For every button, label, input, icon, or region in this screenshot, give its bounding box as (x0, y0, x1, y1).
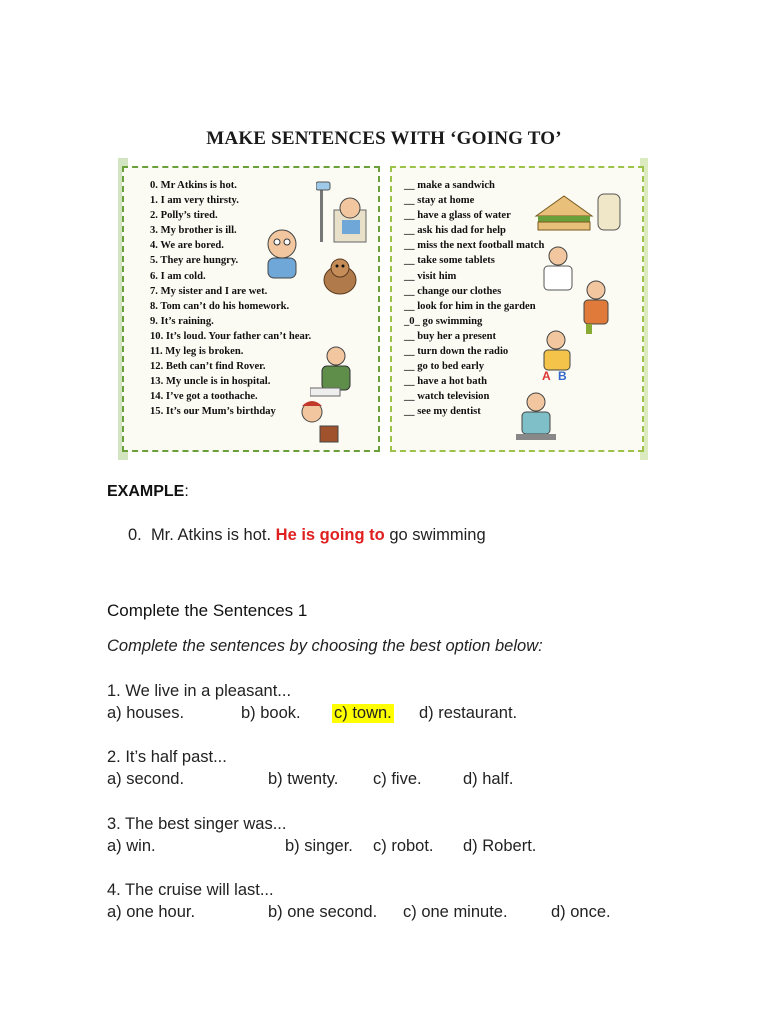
list-item: 1. I am very thirsty. (150, 195, 239, 207)
example-label (107, 483, 189, 501)
list-item: 2. Polly’s tired. (150, 210, 218, 222)
list-item: __ stay at home (404, 195, 475, 207)
worksheet-title: MAKE SENTENCES WITH ‘GOING TO’ (206, 128, 562, 149)
example-number: 0. (128, 526, 142, 544)
list-item: 15. It’s our Mum’s birthday (150, 406, 276, 418)
option-d: d) restaurant. (419, 704, 518, 722)
option-a: a) houses. (107, 704, 185, 722)
svg-text:A: A (542, 369, 551, 382)
option-c: c) five. (373, 770, 422, 788)
grandfather-illustration (310, 344, 360, 402)
example-highlight: He is going to (275, 526, 385, 544)
section-heading: Complete the Sentences 1 (107, 601, 308, 620)
option-d: d) Robert. (463, 837, 537, 855)
list-item: 14. I’ve got a toothache. (150, 391, 258, 403)
option-a: a) second. (107, 770, 185, 788)
sick-man-illustration (316, 180, 368, 250)
dog-illustration (318, 254, 362, 302)
question-prompt: 1. We live in a pleasant... (107, 682, 292, 700)
svg-text:B: B (558, 369, 567, 382)
option-b: b) twenty. (268, 770, 339, 788)
list-item: 7. My sister and I are wet. (150, 285, 268, 297)
right-action-list (404, 178, 544, 420)
list-item: __ see my dentist (404, 406, 481, 418)
list-item: 13. My uncle is in hospital. (150, 376, 271, 388)
list-item: 5. They are hungry. (150, 255, 239, 267)
option-b: b) singer. (285, 837, 353, 855)
list-item: __ have a hot bath (404, 376, 487, 388)
example-before: Mr. Atkins is hot. (150, 526, 272, 544)
question-prompt: 3. The best singer was... (107, 815, 287, 833)
option-c-highlighted: c) town. (334, 704, 392, 722)
list-item: __ watch television (404, 391, 490, 403)
list-item: __ buy her a present (404, 330, 497, 342)
option-a: a) one hour. (107, 903, 196, 921)
example-label-colon: : (184, 483, 189, 500)
option-a: a) win. (107, 837, 156, 855)
example-label-text: EXAMPLE (107, 483, 185, 500)
list-item: 3. My brother is ill. (150, 225, 237, 237)
list-item: 4. We are bored. (150, 240, 224, 252)
list-item: 0. Mr Atkins is hot. (150, 180, 237, 191)
example-sentence (128, 526, 486, 545)
girl-with-umbrella-illustration (574, 276, 618, 336)
list-item: __ take some tablets (404, 255, 495, 267)
list-item: __ visit him (404, 270, 457, 282)
list-item: __ make a sandwich (404, 180, 495, 191)
question-prompt: 2. It’s half past... (107, 748, 227, 766)
option-b: b) one second. (268, 903, 378, 921)
instructions: Complete the sentences by choosing the best option below: (107, 637, 543, 655)
list-item: 9. It’s raining. (150, 315, 214, 327)
option-c: c) one minute. (403, 903, 508, 921)
example-after: go swimming (389, 526, 486, 544)
list-item: _0_ go swimming (404, 315, 483, 327)
worksheet-image (118, 158, 648, 460)
list-item: 10. It’s loud. Your father can’t hear. (150, 330, 312, 342)
list-item: __ miss the next football match (404, 240, 545, 252)
list-item: __ ask his dad for help (404, 225, 506, 237)
list-item: 8. Tom can’t do his homework. (150, 300, 290, 312)
list-item: __ look for him in the garden (404, 300, 536, 312)
question-prompt: 4. The cruise will last... (107, 881, 274, 899)
list-item: 12. Beth can’t find Rover. (150, 361, 266, 373)
option-c: c) robot. (373, 837, 434, 855)
left-sentence-list (150, 178, 311, 420)
option-d: d) once. (551, 903, 611, 921)
list-item: __ change our clothes (404, 285, 502, 297)
list-item: __ go to bed early (404, 361, 485, 373)
option-d: d) half. (463, 770, 514, 788)
sandwich-illustration (534, 186, 624, 240)
list-item: __ have a glass of water (404, 210, 511, 222)
list-item: __ turn down the radio (404, 346, 509, 358)
list-item: 11. My leg is broken. (150, 346, 244, 358)
option-b: b) book. (241, 704, 301, 722)
list-item: 6. I am cold. (150, 270, 206, 282)
